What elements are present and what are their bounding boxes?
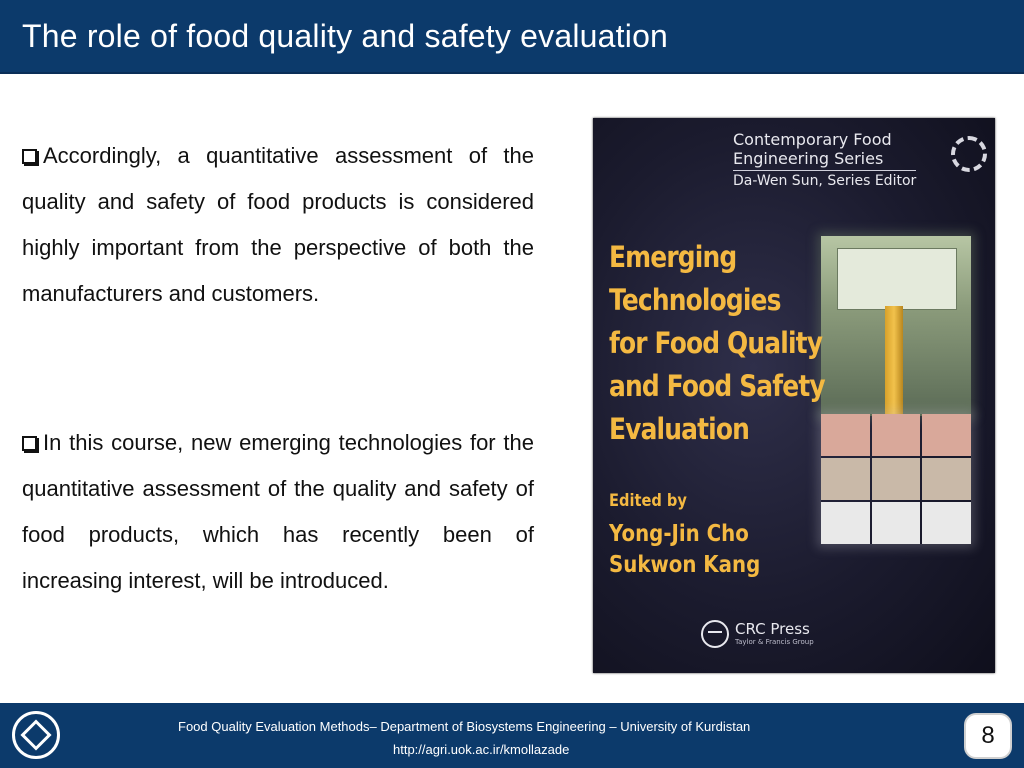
gear-icon xyxy=(951,136,987,172)
footer-url[interactable]: http://agri.uok.ac.ir/kmollazade xyxy=(393,742,570,757)
lab-equipment-photo xyxy=(821,236,971,416)
book-title-line: Technologies xyxy=(609,283,781,317)
checkbox-bullet-icon xyxy=(22,436,37,451)
title-bar xyxy=(0,0,1024,74)
book-title-line: Evaluation xyxy=(609,412,750,446)
paragraph-1-text: Accordingly, a quantitative assessment of the quality and safety of food products is considered highly important from the perspective of both the manufacturers and customers. xyxy=(22,143,534,306)
footer-course-info: Food Quality Evaluation Methods– Department of Biosystems Engineering – University of Kurdistan xyxy=(178,719,751,734)
equipment-rail xyxy=(885,306,903,416)
book-title xyxy=(609,236,825,451)
book-cover-image xyxy=(593,118,995,673)
sample-image xyxy=(821,414,870,456)
book-editor: Sukwon Kang xyxy=(609,552,761,578)
book-series xyxy=(733,130,916,191)
sample-image xyxy=(872,502,921,544)
slide-title: The role of food quality and safety evaluation xyxy=(22,18,669,54)
sample-image xyxy=(872,458,921,500)
checkbox-bullet-icon xyxy=(22,149,37,164)
series-line-2: Engineering Series xyxy=(733,149,884,168)
footer-bar xyxy=(0,703,1024,768)
sample-image xyxy=(872,414,921,456)
equipment-panel xyxy=(837,248,957,310)
sample-image xyxy=(922,458,971,500)
series-editor: Da-Wen Sun, Series Editor xyxy=(733,170,916,191)
sample-images-grid xyxy=(821,414,971,544)
bullet-paragraph-1 xyxy=(22,133,534,317)
edited-by-label: Edited by xyxy=(609,491,687,511)
sample-image xyxy=(821,458,870,500)
crc-logo-icon xyxy=(701,620,729,648)
paragraph-2-text: In this course, new emerging technologies for the quantitative assessment of the quality and safety of food products, which has recently been of increasing interest, will be introduced. xyxy=(22,430,534,593)
university-logo-icon xyxy=(12,711,60,759)
page-number: 8 xyxy=(964,713,1012,759)
sample-image xyxy=(821,502,870,544)
sample-image xyxy=(922,502,971,544)
book-title-line: for Food Quality xyxy=(609,326,823,360)
book-title-line: and Food Safety xyxy=(609,369,825,403)
series-line-1: Contemporary Food xyxy=(733,130,892,149)
bullet-paragraph-2 xyxy=(22,420,534,604)
publisher-subtitle: Taylor & Francis Group xyxy=(735,638,814,646)
sample-image xyxy=(922,414,971,456)
book-title-line: Emerging xyxy=(609,240,737,274)
book-editor: Yong-Jin Cho xyxy=(609,521,749,547)
publisher-name: CRC Press xyxy=(735,620,810,638)
